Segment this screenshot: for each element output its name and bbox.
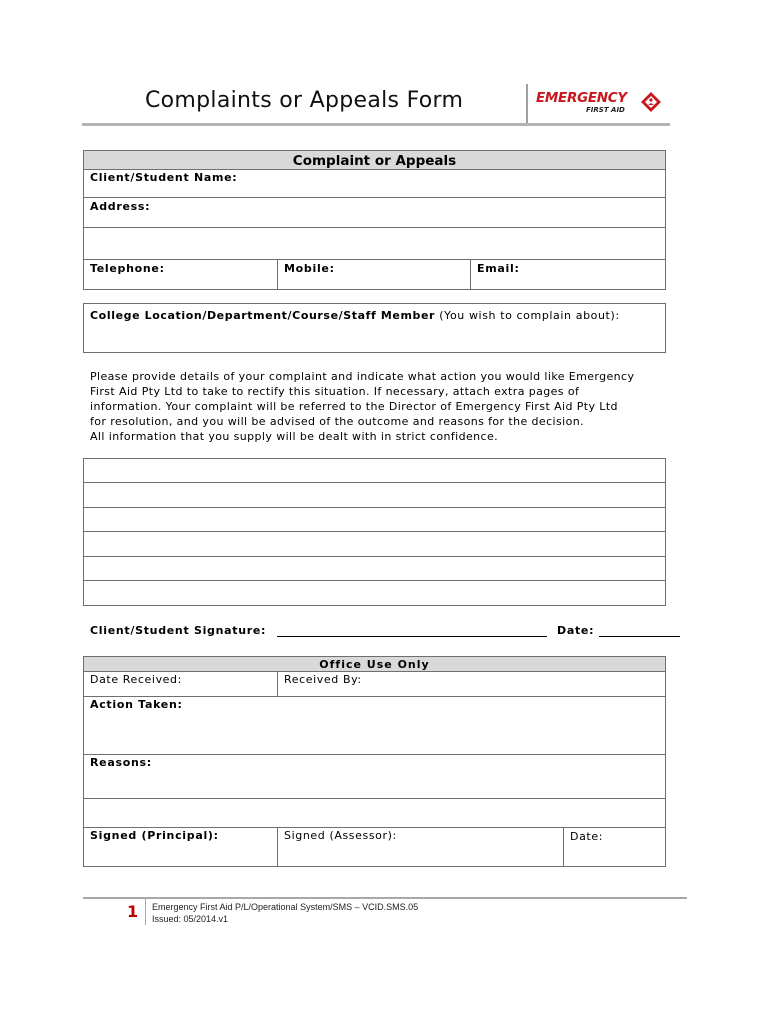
client-signature-label: Client/Student Signature: — [90, 624, 267, 637]
document-title: Complaints or Appeals Form — [145, 88, 464, 113]
column-divider — [277, 259, 278, 290]
page-number: 1 — [127, 902, 139, 921]
row-divider — [83, 798, 666, 799]
client-signature-line[interactable] — [277, 636, 547, 637]
column-divider — [470, 259, 471, 290]
details-line — [83, 531, 666, 532]
college-location-label-note: (You wish to complain about): — [435, 309, 620, 322]
signed-principal-field[interactable]: Signed (Principal): — [90, 829, 219, 842]
office-use-heading: Office Use Only — [84, 657, 665, 672]
complaint-heading: Complaint or Appeals — [84, 151, 665, 170]
client-name-field[interactable]: Client/Student Name: — [90, 171, 238, 184]
action-taken-field[interactable]: Action Taken: — [90, 698, 183, 711]
details-line — [83, 556, 666, 557]
details-line — [83, 482, 666, 483]
footer-system-reference: Emergency First Aid P/L/Operational System/SMS – VCID.SMS.05 — [152, 902, 419, 912]
footer-issue-date: Issued: 05/2014.v1 — [152, 914, 229, 924]
reasons-field[interactable]: Reasons: — [90, 756, 152, 769]
header-divider — [526, 84, 528, 126]
received-by-field[interactable]: Received By: — [284, 673, 362, 686]
row-divider — [83, 696, 666, 697]
address-field[interactable]: Address: — [90, 200, 151, 213]
email-field[interactable]: Email: — [477, 262, 520, 275]
college-location-label-bold: College Location/Department/Course/Staff Member — [90, 309, 436, 322]
row-divider — [83, 754, 666, 755]
office-date-field[interactable]: Date: — [570, 830, 603, 843]
signed-assessor-field[interactable]: Signed (Assessor): — [284, 829, 397, 842]
column-divider — [277, 671, 278, 696]
telephone-field[interactable]: Telephone: — [90, 262, 165, 275]
mobile-field[interactable]: Mobile: — [284, 262, 335, 275]
logo-wordmark: EMERGENCY — [536, 90, 627, 106]
footer-rule — [83, 897, 687, 899]
company-logo — [536, 90, 666, 122]
complaint-details-box[interactable] — [83, 458, 666, 606]
logo-subtext: FIRST AID — [586, 106, 625, 114]
row-divider — [83, 827, 666, 828]
details-line — [83, 507, 666, 508]
footer-document-info — [152, 901, 418, 925]
signature-date-label: Date: — [557, 624, 595, 637]
signature-date-line[interactable] — [599, 636, 680, 637]
footer-divider — [145, 899, 146, 925]
details-line — [83, 580, 666, 581]
instructions-text: Please provide details of your complaint and indicate what action you would like Emergency First Aid Pty Ltd to take to rectify this situation. If necessary, attach extra pages of information. Your complaint will be referred to the Director of Emergency First Aid Pty Ltd for resolution, and you will be advised of the outcome and reasons for the decision. All information that you supply will be dealt with in strict confidence. — [90, 370, 635, 443]
date-received-field[interactable]: Date Received: — [90, 673, 182, 686]
row-divider — [83, 259, 666, 260]
first-aid-diamond-icon — [640, 91, 662, 113]
column-divider — [563, 827, 564, 867]
row-divider — [83, 227, 666, 228]
row-divider — [83, 197, 666, 198]
college-location-label — [90, 309, 620, 322]
column-divider — [277, 827, 278, 867]
header-rule — [82, 123, 670, 126]
